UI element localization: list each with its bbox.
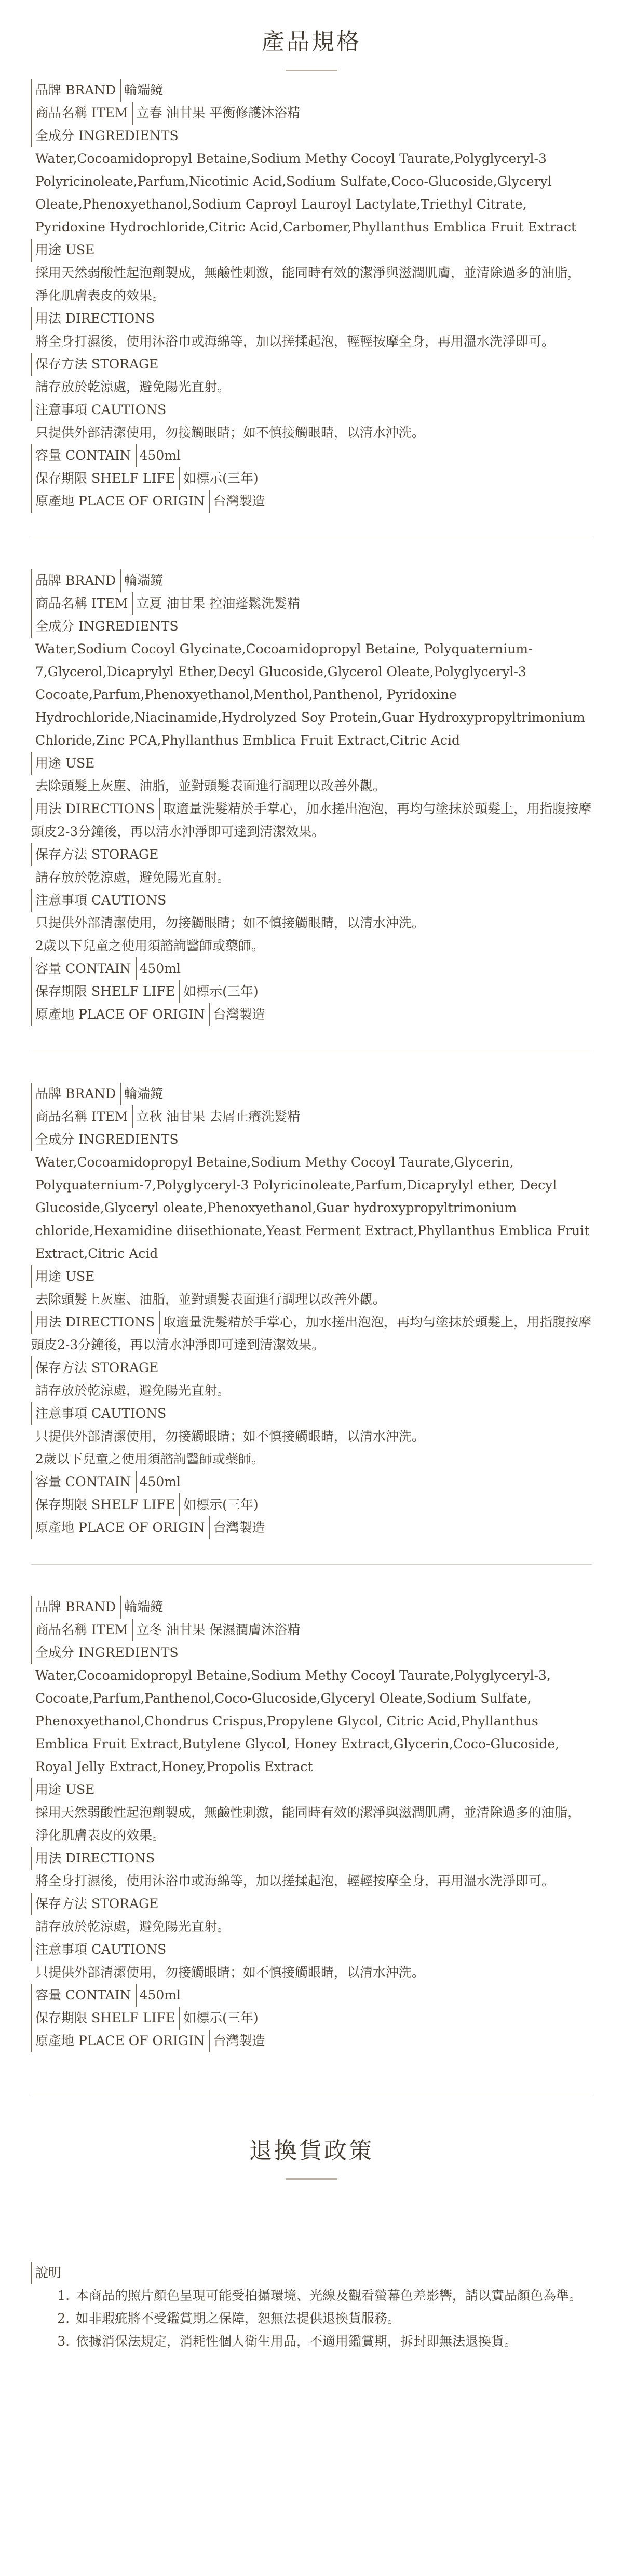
ingredients-text: Water,Cocoamidopropyl Betaine,Sodium Methy Cocoyl Taurate,Polyglyceryl-3, Cocoate,Parfum,Panthenol,Coco-Glucoside,Glyceryl Oleate,Sodium Sulfate, Phenoxyethanol,Chondrus Crispus,Propylene Glycol, Citric Acid,Phyllanthus Emblica Fruit Extract,Butylene Glycol, Honey Extract,Glycerin,Coco-Glucoside, Royal Jelly Extract,Honey,Propolis Extract xyxy=(35,1668,560,1774)
directions-row xyxy=(31,1847,592,1870)
contain-label: 容量 CONTAIN xyxy=(31,1984,137,2007)
directions-label: 用法 DIRECTIONS xyxy=(31,307,159,330)
policy-section-title: 退換貨政策 xyxy=(249,2137,374,2164)
ingredients-text: Water,Cocoamidopropyl Betaine,Sodium Methy Cocoyl Taurate,Polyglyceryl-3 Polyricinoleate,Parfum,Nicotinic Acid,Sodium Sulfate,Coco-Glucoside,Glyceryl Oleate,Phenoxyethanol,Sodium Caproyl Lauroyl Lactylate,Triethyl Citrate, Pyridoxine Hydrochloride,Citric Acid,Carbomer,Phyllanthus Emblica Fruit Extract xyxy=(35,151,576,235)
item-row xyxy=(31,1105,592,1128)
product-spec-block xyxy=(31,1081,592,1539)
brand-value: 輪端鏡 xyxy=(124,1086,164,1101)
spec-header xyxy=(0,0,623,78)
cautions-extra-text: 2歲以下兒童之使用須諮詢醫師或藥師。 xyxy=(35,938,264,953)
shelf-life-row xyxy=(31,2007,592,2030)
brand-label: 品牌 BRAND xyxy=(31,1596,121,1619)
contain-value: 450ml xyxy=(139,1474,181,1489)
policy-item: 3. 依據消保法規定，消耗性個人衛生用品，不適用鑑賞期，拆封即無法退換貨。 xyxy=(74,2330,592,2353)
cautions-text: 只提供外部清潔使用，勿接觸眼睛；如不慎接觸眼睛，以清水沖洗。 xyxy=(35,425,425,440)
shelf-life-label: 保存期限 SHELF LIFE xyxy=(31,980,180,1003)
directions-text: 將全身打濕後，使用沐浴巾或海綿等，加以搓揉起泡，輕輕按摩全身，再用溫水洗淨即可。 xyxy=(35,334,555,349)
origin-value: 台灣製造 xyxy=(213,494,265,509)
product-list xyxy=(0,78,623,2052)
use-row xyxy=(31,239,592,262)
item-value: 立夏 油甘果 控油蓬鬆洗髮精 xyxy=(136,596,301,611)
use-text: 採用天然弱酸性起泡劑製成，無鹼性刺激，能同時有效的潔淨與滋潤肌膚，並清除過多的油脂，淨化肌膚表皮的效果。 xyxy=(35,1805,581,1843)
storage-row xyxy=(31,1893,592,1915)
use-row xyxy=(31,1778,592,1801)
brand-value: 輪端鏡 xyxy=(124,1599,164,1614)
item-label: 商品名稱 ITEM xyxy=(31,102,133,125)
storage-row xyxy=(31,353,592,376)
policy-content xyxy=(0,2204,623,2353)
contain-row xyxy=(31,957,592,980)
brand-row xyxy=(31,1083,592,1105)
contain-value: 450ml xyxy=(139,448,181,463)
contain-value: 450ml xyxy=(139,1988,181,2003)
storage-label: 保存方法 STORAGE xyxy=(31,353,162,376)
storage-label: 保存方法 STORAGE xyxy=(31,1356,162,1379)
cautions-row xyxy=(31,399,592,421)
use-label: 用途 USE xyxy=(31,752,99,775)
product-spec-block xyxy=(31,78,592,513)
ingredients-text: Water,Cocoamidopropyl Betaine,Sodium Methy Cocoyl Taurate,Glycerin, Polyquaternium-7,Polyglyceryl-3 Polyricinoleate,Parfum,Dicaprylyl ether, Decyl Glucoside,Glyceryl oleate,Phenoxyethanol,Guar hydroxypropyltrimonium chloride,Hexamidine diisethionate,Yeast Ferment Extract,Phyllanthus Emblica Fruit Extract,Citric Acid xyxy=(35,1155,590,1261)
contain-value: 450ml xyxy=(139,961,181,976)
cautions-label: 注意事項 CAUTIONS xyxy=(31,399,170,421)
use-row xyxy=(31,752,592,775)
cautions-text: 只提供外部清潔使用，勿接觸眼睛；如不慎接觸眼睛，以清水沖洗。 xyxy=(35,1429,425,1444)
origin-row xyxy=(31,1003,592,1026)
use-label: 用途 USE xyxy=(31,1265,99,1288)
cautions-label: 注意事項 CAUTIONS xyxy=(31,889,170,912)
ingredients-text: Water,Sodium Cocoyl Glycinate,Cocoamidopropyl Betaine, Polyquaternium-7,Glycerol,Dicaprylyl Ether,Decyl Glucoside,Glycerol Oleate,Polyglyceryl-3 Cocoate,Parfum,Phenoxyethanol,Menthol,Panthenol, Pyridoxine Hydrochloride,Niacinamide,Hydrolyzed Soy Protein,Guar Hydroxypropyltrimonium Chloride,Zinc PCA,Phyllanthus Emblica Fruit Extract,Citric Acid xyxy=(35,641,585,748)
origin-label: 原產地 PLACE OF ORIGIN xyxy=(31,1003,210,1026)
origin-label: 原產地 PLACE OF ORIGIN xyxy=(31,2030,210,2052)
item-label: 商品名稱 ITEM xyxy=(31,592,133,615)
item-value: 立冬 油甘果 保濕潤膚沐浴精 xyxy=(136,1622,301,1637)
contain-label: 容量 CONTAIN xyxy=(31,444,137,467)
cautions-text: 只提供外部清潔使用，勿接觸眼睛；如不慎接觸眼睛，以清水沖洗。 xyxy=(35,915,425,930)
directions-row xyxy=(31,798,592,843)
brand-label: 品牌 BRAND xyxy=(31,569,121,592)
use-text: 去除頭髮上灰塵、油脂，並對頭髮表面進行調理以改善外觀。 xyxy=(35,778,386,793)
item-label: 商品名稱 ITEM xyxy=(31,1105,133,1128)
directions-value: 取適量洗髮精於手掌心，加水搓出泡泡，再均勻塗抹於頭髮上，用指腹按摩頭皮2-3分鐘後，再以清水沖淨即可達到清潔效果。 xyxy=(31,801,592,839)
contain-row xyxy=(31,1984,592,2007)
item-row xyxy=(31,592,592,615)
origin-label: 原產地 PLACE OF ORIGIN xyxy=(31,490,210,513)
cautions-label: 注意事項 CAUTIONS xyxy=(31,1938,170,1961)
brand-row xyxy=(31,79,592,102)
cautions-row xyxy=(31,1402,592,1425)
origin-row xyxy=(31,1516,592,1539)
origin-value: 台灣製造 xyxy=(213,1520,265,1535)
ingredients-label: 全成分 INGREDIENTS xyxy=(31,1641,183,1664)
cautions-label: 注意事項 CAUTIONS xyxy=(31,1402,170,1425)
directions-label: 用法 DIRECTIONS xyxy=(31,1847,159,1870)
storage-label: 保存方法 STORAGE xyxy=(31,843,162,866)
cautions-row xyxy=(31,889,592,912)
ingredients-row xyxy=(31,1641,592,1664)
policy-list xyxy=(31,2284,592,2353)
policy-item: 2. 如非瑕疵將不受鑑賞期之保障，恕無法提供退換貨服務。 xyxy=(74,2307,592,2330)
use-label: 用途 USE xyxy=(31,1778,99,1801)
storage-text: 請存放於乾涼處，避免陽光直射。 xyxy=(35,870,231,885)
storage-text: 請存放於乾涼處，避免陽光直射。 xyxy=(35,1383,231,1398)
policy-item: 1. 本商品的照片顏色呈現可能受拍攝環境、光線及觀看螢幕色差影響，請以實品顏色為準。 xyxy=(74,2284,592,2307)
ingredients-label: 全成分 INGREDIENTS xyxy=(31,615,183,638)
use-text: 去除頭髮上灰塵、油脂，並對頭髮表面進行調理以改善外觀。 xyxy=(35,1292,386,1307)
item-value: 立秋 油甘果 去屑止癢洗髮精 xyxy=(136,1109,301,1124)
cautions-text: 只提供外部清潔使用，勿接觸眼睛；如不慎接觸眼睛，以清水沖洗。 xyxy=(35,1965,425,1980)
shelf-life-row xyxy=(31,980,592,1003)
shelf-life-label: 保存期限 SHELF LIFE xyxy=(31,467,180,490)
product-spec-block xyxy=(31,568,592,1026)
directions-label: 用法 DIRECTIONS xyxy=(31,1311,160,1334)
use-text: 採用天然弱酸性起泡劑製成，無鹼性刺激，能同時有效的潔淨與滋潤肌膚，並清除過多的油脂，淨化肌膚表皮的效果。 xyxy=(35,265,581,303)
brand-row xyxy=(31,1596,592,1619)
shelf-life-row xyxy=(31,1493,592,1516)
title-underline xyxy=(286,70,337,71)
shelf-life-row xyxy=(31,467,592,490)
shelf-life-value: 如標示(三年) xyxy=(183,2010,259,2025)
shelf-life-value: 如標示(三年) xyxy=(183,471,259,486)
use-row xyxy=(31,1265,592,1288)
ingredients-row xyxy=(31,125,592,147)
storage-row xyxy=(31,843,592,866)
item-label: 商品名稱 ITEM xyxy=(31,1619,133,1641)
contain-row xyxy=(31,1471,592,1493)
storage-text: 請存放於乾涼處，避免陽光直射。 xyxy=(35,379,231,394)
notes-label: 說明 xyxy=(31,2262,65,2284)
directions-label: 用法 DIRECTIONS xyxy=(31,798,160,820)
contain-label: 容量 CONTAIN xyxy=(31,957,137,980)
origin-value: 台灣製造 xyxy=(213,1007,265,1022)
brand-value: 輪端鏡 xyxy=(124,573,164,588)
shelf-life-label: 保存期限 SHELF LIFE xyxy=(31,1493,180,1516)
origin-row xyxy=(31,490,592,513)
brand-label: 品牌 BRAND xyxy=(31,1083,121,1105)
use-label: 用途 USE xyxy=(31,239,99,262)
origin-row xyxy=(31,2030,592,2052)
directions-row xyxy=(31,307,592,330)
directions-row xyxy=(31,1311,592,1356)
brand-label: 品牌 BRAND xyxy=(31,79,121,102)
product-spec-block xyxy=(31,1595,592,2052)
spec-section-title: 產品規格 xyxy=(262,29,361,55)
brand-value: 輪端鏡 xyxy=(124,83,164,98)
shelf-life-value: 如標示(三年) xyxy=(183,984,259,999)
shelf-life-label: 保存期限 SHELF LIFE xyxy=(31,2007,180,2030)
origin-value: 台灣製造 xyxy=(213,2033,265,2048)
policy-header xyxy=(0,2132,623,2204)
item-value: 立春 油甘果 平衡修護沐浴精 xyxy=(136,105,301,120)
directions-value: 取適量洗髮精於手掌心，加水搓出泡泡，再均勻塗抹於頭髮上，用指腹按摩頭皮2-3分鐘後，再以清水沖淨即可達到清潔效果。 xyxy=(31,1314,592,1352)
directions-text: 將全身打濕後，使用沐浴巾或海綿等，加以搓揉起泡，輕輕按摩全身，再用溫水洗淨即可。 xyxy=(35,1873,555,1888)
cautions-extra-text: 2歲以下兒童之使用須諮詢醫師或藥師。 xyxy=(35,1451,264,1467)
contain-row xyxy=(31,444,592,467)
ingredients-row xyxy=(31,1128,592,1151)
storage-label: 保存方法 STORAGE xyxy=(31,1893,162,1915)
item-row xyxy=(31,102,592,125)
storage-row xyxy=(31,1356,592,1379)
origin-label: 原產地 PLACE OF ORIGIN xyxy=(31,1516,210,1539)
shelf-life-value: 如標示(三年) xyxy=(183,1497,259,1512)
ingredients-row xyxy=(31,615,592,638)
brand-row xyxy=(31,569,592,592)
title-underline xyxy=(286,2178,337,2180)
item-row xyxy=(31,1619,592,1641)
storage-text: 請存放於乾涼處，避免陽光直射。 xyxy=(35,1919,231,1934)
product-divider xyxy=(31,1564,592,1565)
cautions-row xyxy=(31,1938,592,1961)
ingredients-label: 全成分 INGREDIENTS xyxy=(31,1128,183,1151)
ingredients-label: 全成分 INGREDIENTS xyxy=(31,125,183,147)
policy-section xyxy=(0,2052,623,2353)
contain-label: 容量 CONTAIN xyxy=(31,1471,137,1493)
